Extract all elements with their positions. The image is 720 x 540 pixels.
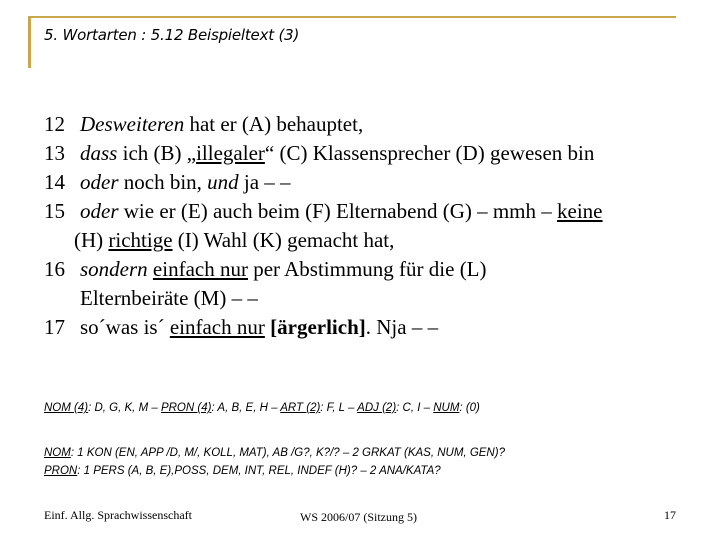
nom-count-label: NOM (4)	[44, 402, 89, 414]
footer-session: WS 2006/07 (Sitzung 5)	[300, 510, 417, 524]
text-segment: (I) Wahl (K) gemacht hat,	[172, 228, 395, 252]
pron-note-text: : 1 PERS (A, B, E),POSS, DEM, INT, REL, INDEF (H)? – 2 ANA/KATA?	[77, 465, 441, 477]
nom-note-text: : 1 KON (EN, APP /D, M/, KOLL, MAT), AB /G?, K?/? – 2 GRKAT (KAS, NUM, GEN)?	[70, 447, 505, 459]
line-number: 16	[44, 257, 65, 281]
text-segment: Elternbeiräte (M) – –	[80, 286, 258, 310]
pron-count-values: : A, B, E, H –	[211, 402, 281, 414]
text-segment: noch bin,	[118, 170, 208, 194]
text-segment: wie er (E) auch beim (F) Elternabend (G) – mmh –	[118, 199, 558, 223]
nom-note-label: NOM	[44, 447, 71, 459]
pron-count-label: PRON (4)	[160, 402, 212, 414]
adj-count-label: ADJ (2)	[357, 402, 397, 414]
italic-word: und	[207, 170, 239, 194]
title-frame-top	[28, 16, 676, 18]
text-segment: ich (B) „	[117, 141, 197, 165]
underlined-word: einfach nur	[152, 257, 248, 281]
line-number: 17	[44, 315, 65, 339]
text-segment: hat er (A) behauptet,	[184, 112, 364, 136]
line-number: 13	[44, 141, 65, 165]
art-count-label: ART (2)	[280, 402, 321, 414]
page-number: 17	[664, 508, 676, 522]
adj-count-values: : C, I –	[396, 402, 434, 414]
bold-word: [ärgerlich]	[270, 315, 366, 339]
nom-note	[44, 444, 505, 462]
category-notes	[44, 444, 505, 480]
italic-word: sondern	[80, 257, 148, 281]
text-segment: (H)	[74, 228, 109, 252]
underlined-word: einfach nur	[169, 315, 265, 339]
footer-course: Einf. Allg. Sprachwissenschaft	[44, 508, 192, 522]
line-15-continued	[44, 226, 694, 255]
line-16-continued	[44, 284, 694, 313]
italic-word: oder	[80, 170, 119, 194]
slide-title: 5. Wortarten : 5.12 Beispieltext (3)	[44, 26, 300, 44]
text-segment: per Abstimmung für die (L)	[247, 257, 487, 281]
text-segment: “ (C) Klassensprecher (D) gewesen bin	[264, 141, 595, 165]
line-16	[44, 255, 694, 284]
example-text	[44, 110, 694, 342]
pron-note-label: PRON	[44, 465, 78, 477]
nom-count-values: : D, G, K, M –	[88, 402, 161, 414]
line-number: 15	[44, 199, 65, 223]
italic-word: oder	[80, 199, 119, 223]
text-segment: so´was is´	[80, 315, 170, 339]
line-12	[44, 110, 694, 139]
num-count-label: NUM	[433, 402, 460, 414]
line-13	[44, 139, 694, 168]
underlined-word: richtige	[108, 228, 173, 252]
pron-note	[44, 462, 505, 480]
text-segment: ja – –	[238, 170, 291, 194]
line-17	[44, 313, 694, 342]
word-class-counts	[44, 402, 480, 414]
line-15	[44, 197, 694, 226]
underlined-word: keine	[557, 199, 603, 223]
title-frame-left	[28, 16, 31, 68]
italic-word: Desweiteren	[80, 112, 185, 136]
art-count-values: : F, L –	[320, 402, 358, 414]
underlined-word: illegaler	[196, 141, 265, 165]
line-number: 14	[44, 170, 65, 194]
text-segment: . Nja – –	[365, 315, 439, 339]
line-number: 12	[44, 112, 65, 136]
num-count-values: : (0)	[459, 402, 480, 414]
line-14	[44, 168, 694, 197]
italic-word: dass	[80, 141, 118, 165]
